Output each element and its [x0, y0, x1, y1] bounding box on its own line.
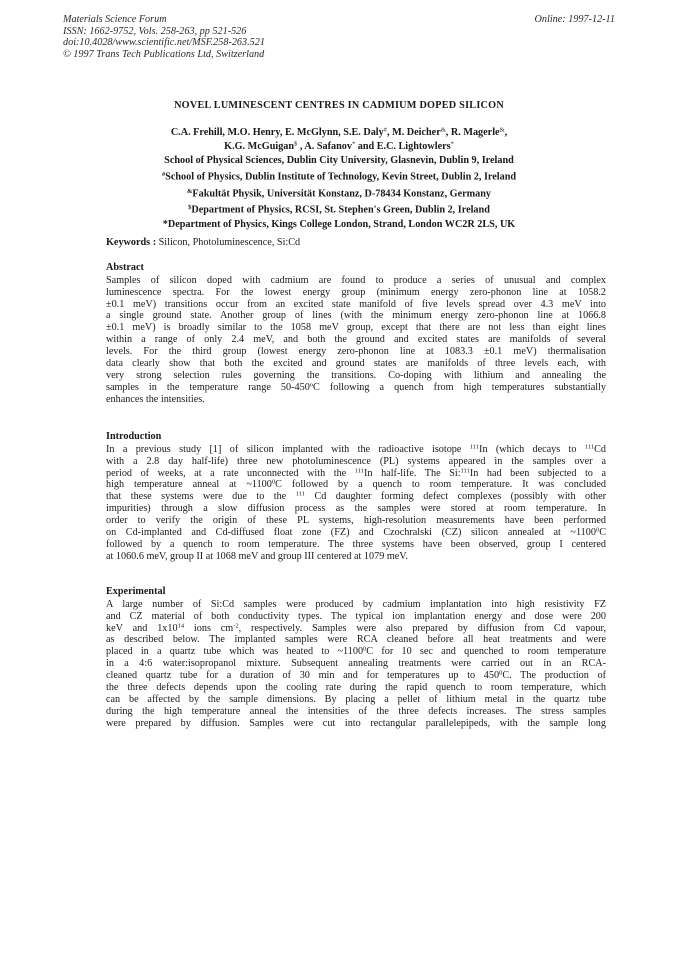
introduction-section — [106, 431, 606, 563]
experimental-line: as described below. The implanted samples were RCA cleaned before all heat treatments and were — [106, 634, 606, 646]
abstract-line: within a range of only 2.4 meV, and both the ground and excited states are manifolds of several — [106, 334, 606, 346]
author-line-2: K.G. McGuigan$ , A. Safanov* and E.C. Lightowlers* — [224, 140, 454, 153]
affiliation-5: *Department of Physics, Kings College London, Strand, London WC2R 2LS, UK — [162, 219, 516, 231]
intro-line: with a 2.8 day half-life) three new photoluminescence (PL) systems appeared in the samples over a — [106, 455, 606, 467]
intro-line: period of weeks, at a rate unconnected with the $^{111}$In half-life. The Si:$^{111}$In had been subjected to a — [106, 467, 606, 479]
experimental-line: cleaned quartz tube for a duration of 30 min and for temperatures up to $450^0C$. The production of — [106, 669, 607, 682]
experimental-line: during the high temperature anneal the intensities of the three defects increases. The stress samples — [106, 706, 606, 718]
experimental-body — [106, 599, 606, 730]
experimental-line: in a 4:6 water:isopropanol mixture. Subsequent annealing treatments were carried out in an RCA- — [106, 658, 606, 670]
affiliation-3: &Fakultät Physik, Universität Konstanz, D-78434 Konstanz, Germany — [187, 187, 491, 200]
journal-doi: doi:10.4028/www.scientific.net/MSF.258-263.521 — [63, 37, 265, 49]
abstract-line: enhances the intensities. — [106, 394, 205, 406]
intro-line: on Cd-implanted and Cd-diffused float zone (FZ) and Czochralski (CZ) silicon annealed at ~1100$^0$C — [106, 526, 606, 539]
intro-line: order to verify the origin of these PL systems, high-resolution measurements have been performed — [106, 515, 606, 527]
experimental-heading: Experimental — [106, 586, 166, 597]
intro-line: that these systems were due to the $^{111}$ Cd daughter forming defect complexes (possibly with other — [106, 490, 606, 503]
abstract-line: luminescence spectra. For the lowest energy group (minimum energy zero-phonon line at 1058.2 — [106, 286, 606, 298]
introduction-body — [106, 444, 606, 564]
keywords — [106, 237, 300, 248]
author-line-1: C.A. Frehill, M.O. Henry, E. McGlynn, S.E. Daly#, M. Deicher&, R. Magerle&, — [170, 126, 508, 138]
journal-issn: ISSN: 1662-9752, Vols. 258-263, pp 521-526 — [63, 25, 247, 37]
experimental-line: placed in a quartz tube which was heated to ~1100$^0$C for 10 sec and quenched to room temperature — [106, 645, 606, 658]
abstract-line: levels. For the third group (lowest energy zero-phonon line at 1083.3 ±0.1 meV) thermalisation — [106, 346, 606, 358]
intro-line: high temperature anneal at ~1100$^0$C followed by a quench to room temperature. It was concluded — [106, 478, 606, 491]
affiliation-1: School of Physical Sciences, Dublin City University, Glasnevin, Dublin 9, Ireland — [164, 155, 514, 167]
abstract-line: ±0.1 meV) is broadly similar to the 1058 meV group, except that there are not less than eight lines — [106, 322, 606, 334]
journal-header — [63, 14, 265, 60]
author-block — [0, 126, 678, 232]
abstract-line: a single ground state. Another group of lines (with the minimum energy zero-phonon line at 1066.8 — [106, 310, 606, 322]
intro-line: at 1060.6 meV, group II at 1068 meV and group III centered at 1079 meV. — [106, 551, 408, 563]
experimental-line: were prepared by diffusion. Samples were cut into rectangular parallelepipeds, with the sample long — [106, 718, 606, 730]
abstract-line: very strong selection rules governing the transitions. Co-doping with lithium and annealing the — [106, 370, 606, 382]
paper-title: NOVEL LUMINESCENT CENTRES IN CADMIUM DOPED SILICON — [174, 100, 504, 111]
experimental-line: the three defects depends upon the cooling rate during the rapid quench to room temperature, which — [106, 682, 606, 694]
experimental-section — [106, 586, 606, 730]
abstract-line: ±0.1 meV) transitions occur from an excited state manifold of five levels spread over 4.3 meV into — [106, 298, 606, 310]
abstract-heading: Abstract — [106, 262, 144, 273]
affiliation-2: #School of Physics, Dublin Institute of Technology, Kevin Street, Dublin 2, Ireland — [161, 171, 517, 183]
journal-copyright: © 1997 Trans Tech Publications Ltd, Switzerland — [63, 48, 265, 60]
abstract-section — [106, 262, 606, 406]
journal-name: Materials Science Forum — [63, 14, 167, 25]
introduction-heading: Introduction — [106, 431, 162, 442]
abstract-line: samples in the temperature range 50-450ºC following a quench from high temperatures substantially — [106, 382, 606, 394]
intro-line: followed by a quench to room temperature. The three systems have been observed, group I centered — [106, 539, 606, 551]
experimental-line: and CZ material of both conductivity types. The typical ion implantation energy and dose were 200 — [106, 610, 606, 622]
intro-line: In a previous study [1] of silicon implanted with the radioactive isotope $^{111}$In (which decays to $^{111}$Cd — [106, 443, 606, 455]
abstract-line: Samples of silicon doped with cadmium are found to produce a series of unusual and complex — [106, 274, 606, 286]
abstract-line: data clearly show that both the excited and ground states are manifolds of three levels each, with — [106, 358, 606, 370]
experimental-line: can be affected by the sample dimensions. By placing a pellet of lithium metal in the quartz tube — [106, 694, 606, 706]
keywords-label: Keywords : — [106, 237, 157, 248]
affiliation-4: $Department of Physics, RCSI, St. Stephen's Green, Dublin 2, Ireland — [188, 204, 490, 216]
online-date: Online: 1997-12-11 — [534, 14, 615, 25]
experimental-line: keV and $1x10^{14}$ ions $cm^{-2}$, respectively. Samples were also prepared by diffusion from Cd vapour, — [106, 622, 606, 634]
keywords-text: Silicon, Photoluminescence, Si:Cd — [156, 237, 301, 248]
abstract-body — [106, 275, 606, 406]
intro-line: impurities) through a slow diffusion process as the samples were stored at room temperature. In — [106, 503, 606, 515]
experimental-line: A large number of Si:Cd samples were produced by cadmium implantation into high resistivity FZ — [106, 598, 606, 610]
